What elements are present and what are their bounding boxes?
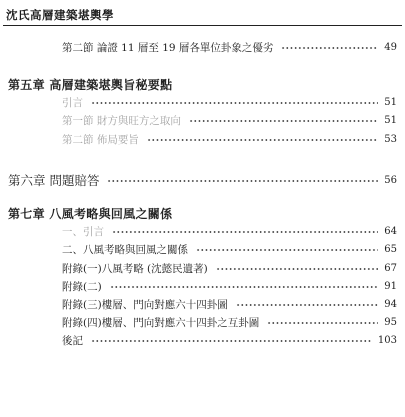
chapter-entry-label: 第六章 問題賠答: [8, 173, 100, 188]
toc-entry-label: 二、八風考略與回風之關係: [62, 244, 188, 256]
toc-entry-label: 一、引言: [62, 226, 104, 238]
toc-entry: [62, 315, 397, 331]
running-header-title: 沈氏高層建築堪輿學: [6, 8, 114, 22]
dot-leader: [112, 230, 378, 234]
toc-entry-page: 95: [384, 317, 397, 328]
toc-entry-page: 51: [384, 115, 397, 126]
dot-leader: [189, 119, 378, 123]
dot-leader: [110, 285, 379, 289]
chapter-heading: [8, 206, 397, 222]
toc-entry: [62, 261, 397, 277]
toc-entry-label: 引言: [62, 97, 83, 109]
toc-entry-page: 53: [384, 134, 397, 145]
dot-leader: [196, 248, 378, 252]
dot-leader: [236, 303, 379, 307]
chapter-heading: [8, 77, 397, 93]
chapter-heading-label: 第五章 高層建築堪輿旨秘要點: [8, 78, 173, 92]
toc-entry-page: 51: [384, 97, 397, 108]
toc-entry: [62, 333, 397, 349]
dot-leader: [91, 339, 372, 343]
dot-leader: [91, 101, 378, 105]
toc-entry-label: 第一節 財方與旺方之取向: [62, 115, 181, 127]
toc-entry-label: 附錄(二): [62, 281, 102, 293]
toc-entry-label: 附錄(四)樓層、門向對應六十四卦之互卦圖: [62, 317, 260, 329]
dot-leader: [107, 179, 378, 183]
chapter-entry-page: 56: [384, 175, 397, 186]
toc-entry: [62, 113, 397, 129]
dot-leader: [281, 46, 378, 50]
toc-entry-label: 後記: [62, 335, 83, 347]
toc-entry: [62, 40, 397, 56]
toc-entry: [62, 132, 397, 148]
toc-entry-page: 67: [384, 263, 397, 274]
toc-entry: [62, 95, 397, 111]
toc-entry: [62, 242, 397, 258]
toc-entry-label: 第二節 佈局要旨: [62, 134, 139, 146]
dot-leader: [267, 321, 378, 325]
toc-entry-page: 91: [384, 281, 397, 292]
toc-entry: [62, 224, 397, 240]
toc-entry: [62, 297, 397, 313]
toc-entry-label: 附錄(三)樓層、門向對應六十四卦圖: [62, 299, 228, 311]
dot-leader: [147, 138, 378, 142]
header-rule: [3, 25, 402, 26]
toc-entry: [62, 279, 397, 295]
toc-entry-page: 94: [384, 299, 397, 310]
toc-entry-page: 103: [377, 335, 397, 346]
toc-entry-page: 64: [384, 226, 397, 237]
toc-entry-label: 附錄(一)八風考略 (沈懿民遺著): [62, 263, 208, 275]
chapter-heading-label: 第七章 八風考略與回風之關係: [8, 207, 173, 221]
toc-entry-page: 49: [384, 42, 397, 53]
chapter-entry: [8, 173, 397, 189]
dot-leader: [216, 267, 379, 271]
toc-entry-label: 第二節 論證 11 層至 19 層各單位卦象之優劣: [62, 42, 274, 54]
toc-entry-page: 65: [384, 244, 397, 255]
